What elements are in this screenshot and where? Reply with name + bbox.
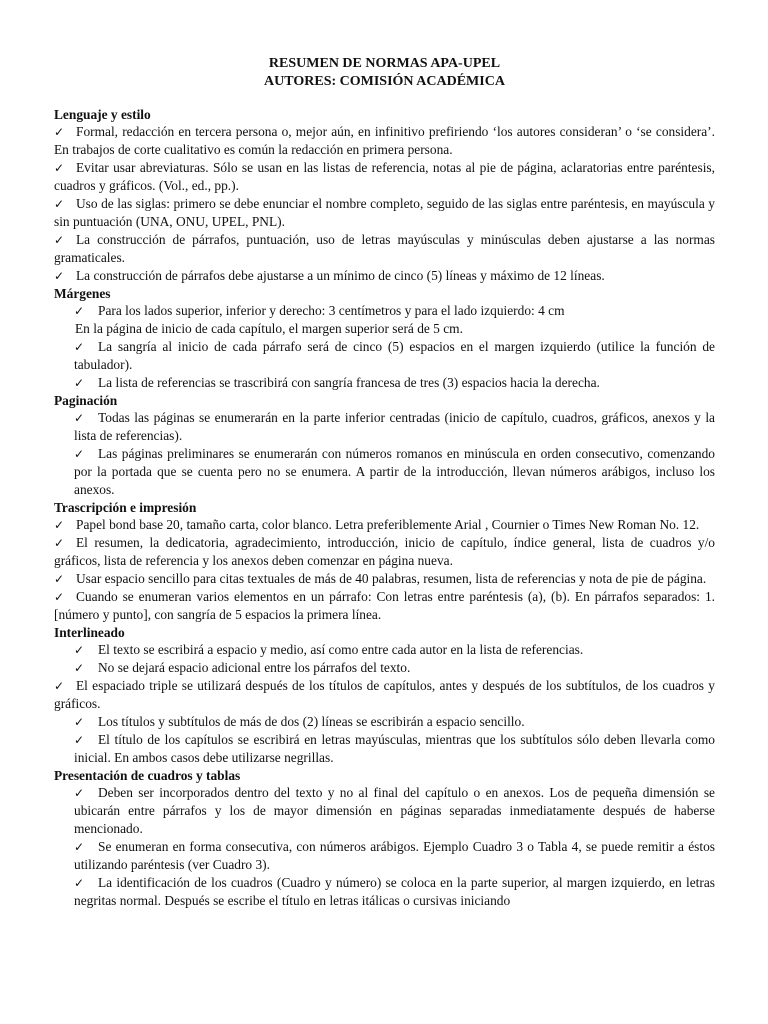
list-item-text: Evitar usar abreviaturas. Sólo se usan en las listas de referencia, notas al pie de página, aclaratorias entre paréntesis, cuadros y gráficos. (Vol., ed., pp.). [54,160,715,193]
list-item-text: Cuando se enumeran varios elementos en un párrafo: Con letras entre paréntesis (a), (b). En párrafos separados: 1. [número y punto], con sangría de 5 espacios la primera línea. [54,589,715,622]
list-item-text: El texto se escribirá a espacio y medio, así como entre cada autor en la lista de referencias. [98,642,584,657]
list-item-text: La construcción de párrafos, puntuación, uso de letras mayúsculas y minúsculas deben ajustarse a las normas gramaticales. [54,232,715,265]
section [54,767,715,910]
list-item-text: En la página de inicio de cada capítulo, el margen superior será de 5 cm. [75,321,463,336]
checkmark-icon [74,445,98,463]
section-heading: Trascripción e impresión [54,500,197,515]
document-title [54,55,715,91]
list-item-text: Se enumeran en forma consecutiva, con números arábigos. Ejemplo Cuadro 3 o Tabla 4, se puede remitir a éstos utilizando paréntesis (ver Cuadro 3). [74,839,715,872]
checkmark-icon [54,588,76,606]
section [54,392,715,499]
checkmark-icon [74,338,98,356]
list-item-text: Todas las páginas se enumerarán en la parte inferior centradas (inicio de capítulo, cuadros, gráficos, anexos y la lista de referencias). [74,410,715,443]
list-item-text: El título de los capítulos se escribirá en letras mayúsculas, mientras que los subtítulos sólo deben llevarla como inicial. En ambos casos debe utilizarse negrillas. [74,732,715,765]
list-item-text: La identificación de los cuadros (Cuadro y número) se coloca en la parte superior, al margen izquierdo, en letras negritas normal. Después se escribe el título en letras itálicas o cursivas iniciando [74,875,715,908]
list-item-text: No se dejará espacio adicional entre los párrafos del texto. [98,660,411,675]
checkmark-icon [74,659,98,677]
list-item [54,534,715,570]
list-item [54,195,715,231]
section-heading: Interlineado [54,625,125,640]
list-item [54,302,715,320]
checkmark-icon [54,516,76,534]
list-item [54,516,715,534]
list-item [54,784,715,838]
list-item [54,641,715,659]
checkmark-icon [54,570,76,588]
list-item [54,713,715,731]
list-item [54,659,715,677]
list-item [54,445,715,499]
list-item [54,838,715,874]
section-heading: Paginación [54,393,118,408]
list-item-text: Las páginas preliminares se enumerarán con números romanos en minúscula en orden consecutivo, comenzando por la portada que se cuenta pero no se enumera. A partir de la introducción, llevan números arábigos, incluso los anexos. [74,446,715,497]
section [54,285,715,392]
list-item [54,409,715,445]
checkmark-icon [54,123,76,141]
checkmark-icon [74,784,98,802]
section-heading: Presentación de cuadros y tablas [54,768,241,783]
list-item [54,123,715,159]
checkmark-icon [74,302,98,320]
list-item-text: El resumen, la dedicatoria, agradecimiento, introducción, inicio de capítulo, índice general, lista de cuadros y/o gráficos, lista de referencia y los anexos deben comenzar en página nueva. [54,535,715,568]
list-item-text: La construcción de párrafos debe ajustarse a un mínimo de cinco (5) líneas y máximo de 12 líneas. [76,268,605,283]
list-item-text: Formal, redacción en tercera persona o, mejor aún, en infinitivo prefiriendo ‘los autores consideran’ o ‘se considera’. En trabajos de corte cualitativo es común la redacción en primera persona. [54,124,715,157]
list-item [54,588,715,624]
checkmark-icon [54,195,76,213]
checkmark-icon [74,713,98,731]
checkmark-icon [54,231,76,249]
list-item-text: Usar espacio sencillo para citas textuales de más de 40 palabras, resumen, lista de referencias y nota de pie de página. [76,571,707,586]
list-item-text: Deben ser incorporados dentro del texto y no al final del capítulo o en anexos. Los de pequeña dimensión se ubicarán entre párrafos y los de mayor dimensión en páginas separadas inmediatamente después de haberse mencionado. [74,785,715,836]
title-line-1: RESUMEN DE NORMAS APA-UPEL [268,56,501,71]
list-item [54,267,715,285]
list-item [54,231,715,267]
list-item [54,374,715,392]
list-item-text: Papel bond base 20, tamaño carta, color blanco. Letra preferiblemente Arial , Cournier o Times New Roman No. 12. [76,517,700,532]
section [54,106,715,285]
list-item [54,320,715,338]
list-item [54,570,715,588]
title-line-2: AUTORES: COMISIÓN ACADÉMICA [264,74,505,89]
checkmark-icon [54,159,76,177]
checkmark-icon [74,874,98,892]
section-heading: Lenguaje y estilo [54,107,151,122]
checkmark-icon [74,838,98,856]
list-item [54,731,715,767]
list-item [54,874,715,910]
list-item-text: Para los lados superior, inferior y derecho: 3 centímetros y para el lado izquierdo: 4 cm [98,303,565,318]
list-item [54,677,715,713]
section [54,624,715,767]
list-item-text: Los títulos y subtítulos de más de dos (2) líneas se escribirán a espacio sencillo. [98,714,525,729]
list-item [54,159,715,195]
list-item-text: El espaciado triple se utilizará después de los títulos de capítulos, antes y después de los subtítulos, de los cuadros y gráficos. [54,678,715,711]
section-heading: Márgenes [54,286,111,301]
list-item-text: La sangría al inicio de cada párrafo será de cinco (5) espacios en el margen izquierdo (utilice la función de tabulador). [74,339,715,372]
checkmark-icon [74,641,98,659]
list-item [54,338,715,374]
list-item-text: La lista de referencias se trascribirá con sangría francesa de tres (3) espacios hacia la derecha. [98,375,600,390]
document-body [54,106,715,910]
checkmark-icon [74,374,98,392]
checkmark-icon [54,534,76,552]
list-item-text: Uso de las siglas: primero se debe enunciar el nombre completo, seguido de las siglas entre paréntesis, en mayúscula y sin puntuación (UNA, ONU, UPEL, PNL). [54,196,715,229]
checkmark-icon [74,409,98,427]
section [54,499,715,624]
checkmark-icon [54,677,76,695]
checkmark-icon [74,731,98,749]
checkmark-icon [54,267,76,285]
